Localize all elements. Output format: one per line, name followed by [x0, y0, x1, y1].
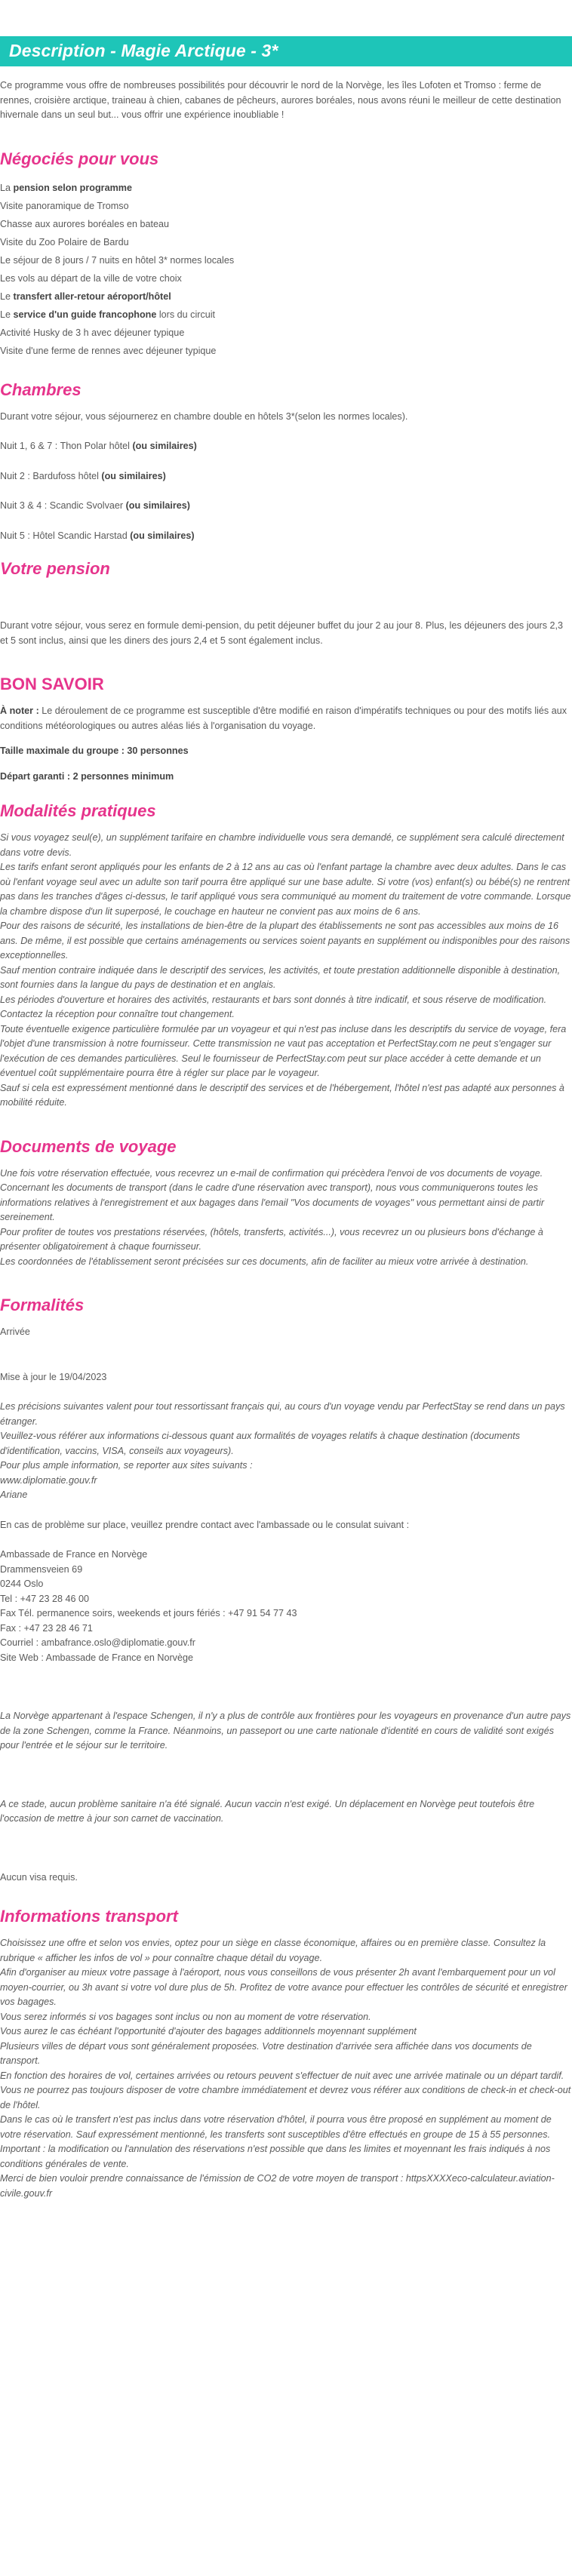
- embassy-line: Tel : +47 23 28 46 00: [0, 1593, 89, 1604]
- spacer: [0, 1665, 572, 1709]
- content: [0, 78, 572, 2201]
- modalites-paragraph: Si vous voyagez seul(e), un supplément tarifaire en chambre individuelle vous sera demandé, ce supplément sera calculé directement dans votre devis.: [0, 832, 564, 858]
- item-text: Chasse aux aurores boréales en bateau: [0, 218, 170, 229]
- negocies-item: [0, 251, 572, 269]
- documents-paragraph: Pour profiter de toutes vos prestations réservées, (hôtels, transferts, activités...), vous recevrez un ou plusieurs bons d'échange à présenter obligatoirement à chaque fournisseur.: [0, 1226, 543, 1252]
- transport-paragraph: En fonction des horaires de vol, certaines arrivées ou retours peuvent s'effectuer de nuit avec une arrivée matinale ou un départ tardif. Vous ne pourrez pas toujours disposer de votre chambre immédiatement et devrez vous référer aux conditions de check-in et check-out de l'hôtel.: [0, 2070, 571, 2110]
- chambres-section: [0, 410, 572, 544]
- night-text: Nuit 1, 6 & 7 : Thon Polar hôtel: [0, 441, 133, 451]
- formalites-line: www.diplomatie.gouv.fr: [0, 1474, 97, 1486]
- modalites-paragraph: Pour des raisons de sécurité, les installations de bien-être de la plupart des établissements ne sont pas accessibles aux moins de 16 ans. De même, il est possible que certains aménagements ou services soient payants en supplément ou indisponibles pour des raisons exceptionnelles.: [0, 921, 570, 961]
- negocies-item: [0, 287, 572, 306]
- section-title-pension: Votre pension: [0, 559, 110, 578]
- night-note: (ou similaires): [130, 530, 195, 541]
- negocies-item: [0, 215, 572, 233]
- formalites-line: Veuillez-vous référer aux informations ci-dessous quant aux formalités de voyages relatifs à chaque destination (documents d'identification, vaccins, VISA, conseils aux voyageurs).: [0, 1431, 521, 1456]
- transport-section: [0, 1936, 572, 2201]
- spacer: [0, 1827, 572, 1871]
- spacer: [0, 1340, 572, 1370]
- item-text: Visite panoramique de Tromso: [0, 200, 129, 211]
- documents-section: [0, 1167, 572, 1270]
- spacer: [0, 1503, 572, 1518]
- formalites-line: Les précisions suivantes valent pour tout ressortissant français qui, au cours d'un voyage vendu par PerfectStay se rend dans un pays étranger.: [0, 1401, 565, 1427]
- documents-paragraph: Concernant les documents de transport (dans le cadre d'une réservation avec transport), nous vous communiquerons toutes les informations relatives à l'enregistrement et aux bagages dans l'email "Vos documents de voyages" vous permettant ainsi de partir sereinement.: [0, 1182, 545, 1222]
- intro-text: Ce programme vous offre de nombreuses possibilités pour découvrir le nord de la Norvège, les îles Lofoten et Tromso : ferme de rennes, croisière arctique, traineau à chien, cabanes de pêcheurs, aurores boréales, nous avons réuni le meilleur de cette destination hivernale dans un seul but... vous offrir une expérience inoubliable !: [0, 80, 561, 120]
- night-note: (ou similaires): [132, 441, 197, 451]
- negocies-item: [0, 342, 572, 360]
- night-text: Nuit 2 : Bardufoss hôtel: [0, 470, 102, 481]
- embassy-line: Ambassade de France en Norvège: [0, 1549, 148, 1560]
- spacer: [0, 1385, 572, 1400]
- embassy-line: Courriel : ambafrance.oslo@diplomatie.gouv.fr: [0, 1637, 195, 1648]
- item-bold: pension selon programme: [13, 182, 132, 193]
- item-text: Le: [0, 290, 14, 302]
- night-item: [0, 469, 572, 484]
- night-text: Nuit 5 : Hôtel Scandic Harstad: [0, 530, 131, 541]
- section-title-formalites: Formalités: [0, 1296, 85, 1314]
- negocies-item: [0, 306, 572, 324]
- visa-text: Aucun visa requis.: [0, 1871, 78, 1883]
- transport-paragraph: Afin d'organiser au mieux votre passage à l'aéroport, nous vous conseillons de vous présenter 2h avant l'embarquement pour un vol moyen-courrier, ou 3h avant si votre vol dure plus de 5h. Profitez de votre avance pour effectuer les contrôles de sécurité et enregistrer vos bagages.: [0, 1967, 567, 2007]
- transport-paragraph: Choisissez une offre et selon vos envies, optez pour un siège en classe économique, affaires ou en première classe. Consultez la rubrique « afficher les infos de vol » pour connaître chaque détail du voyage.: [0, 1938, 546, 1963]
- documents-paragraph: Une fois votre réservation effectuée, vous recevrez un e-mail de confirmation qui précèdera l'envoi de vos documents de voyage.: [0, 1167, 543, 1179]
- negocies-item: [0, 197, 572, 215]
- modalites-section: [0, 831, 572, 1111]
- spacer: [0, 589, 572, 619]
- formalites-section: [0, 1325, 572, 1885]
- note-text: Le déroulement de ce programme est susceptible d'être modifié en raison d'impératifs techniques ou pour des motifs liés aux conditions météorologiques ou autres aléas liés à l'organisation du voyage.: [0, 705, 567, 731]
- modalites-paragraph: Toute éventuelle exigence particulière formulée par un voyageur et qui n'est pas incluse dans les descriptifs du service de voyage, fera l'objet d'une transmission à notre fournisseur. Cette transmission ne vaut pas acceptation et PerfectStay.com ne peut s'engager sur l'exécution de ces demandes particulières. Seul le fournisseur de PerfectStay.com peut sur place accéder à cette demande et un éventuel coût supplémentaire pourra être à régler sur place par le voyageur.: [0, 1023, 567, 1078]
- item-text: lors du circuit: [156, 309, 216, 320]
- nights-list: [0, 439, 572, 543]
- sanitary-text: A ce stade, aucun problème sanitaire n'a été signalé. Aucun vaccin n'est exigé. Un déplacement en Norvège peut toutefois être l'occasion de mettre à jour son carnet de vaccination.: [0, 1798, 535, 1824]
- night-item: [0, 439, 572, 454]
- documents-paragraph: Les coordonnées de l'établissement seront précisées sur ces documents, afin de faciliter au mieux votre arrivée à destination.: [0, 1256, 529, 1267]
- item-text: Visite d'une ferme de rennes avec déjeuner typique: [0, 345, 217, 356]
- item-bold: transfert aller-retour aéroport/hôtel: [13, 290, 171, 302]
- section-title-negocies: Négociés pour vous: [0, 149, 159, 168]
- transport-paragraph: Important : la modification ou l'annulation des réservations n'est possible que dans les limites et moyennant les frais indiqués à nos conditions générales de vente.: [0, 2144, 551, 2169]
- formalites-info: [0, 1400, 572, 1503]
- page-title: Description - Magie Arctique - 3*: [9, 41, 278, 61]
- embassy-line: 0244 Oslo: [0, 1578, 44, 1589]
- item-bold: service d'un guide francophone: [13, 309, 157, 320]
- negocies-item: [0, 179, 572, 197]
- note-paragraph: [0, 704, 572, 733]
- spacer: [0, 1754, 572, 1797]
- item-text: La: [0, 182, 14, 193]
- embassy-line: Drammensveien 69: [0, 1563, 83, 1575]
- modalites-paragraph: Sauf si cela est expressément mentionné dans le descriptif des services et de l'hébergement, l'hôtel n'est pas adapté aux personnes à mobilité réduite.: [0, 1082, 564, 1108]
- chambres-intro: Durant votre séjour, vous séjournerez en chambre double en hôtels 3*(selon les normes locales).: [0, 410, 408, 422]
- formalites-updated: Mise à jour le 19/04/2023: [0, 1371, 107, 1382]
- transport-paragraph: Vous aurez le cas échéant l'opportunité d'ajouter des bagages additionnels moyennant supplément: [0, 2026, 417, 2037]
- transport-paragraph: Plusieurs villes de départ vous sont généralement proposées. Votre destination d'arrivée sera affichée dans vos documents de transport.: [0, 2040, 532, 2066]
- formalites-line: Pour plus ample information, se reporter aux sites suivants :: [0, 1460, 253, 1471]
- modalites-paragraph: Sauf mention contraire indiquée dans le descriptif des services, les activités, et toute prestation additionnelle disponible à destination, sont fournies dans la langue du pays de destination et en anglais.: [0, 964, 561, 990]
- spacer: [0, 1532, 572, 1548]
- schengen-text: La Norvège appartenant à l'espace Schengen, il n'y a plus de contrôle aux frontières pour les voyageurs en provenance d'un autre pays de la zone Schengen, comme la France. Néanmoins, un passeport ou une carte nationale d'identité en cours de validité sont exigés pour l'entrée et le séjour sur le territoire.: [0, 1711, 571, 1751]
- description-banner: [0, 36, 572, 66]
- night-text: Nuit 3 & 4 : Scandic Svolvaer: [0, 500, 126, 511]
- transport-paragraph: Vous serez informés si vos bagages sont inclus ou non au moment de votre réservation.: [0, 2011, 371, 2022]
- section-title-bon-savoir: BON SAVOIR: [0, 675, 104, 693]
- section-title-transport: Informations transport: [0, 1907, 178, 1926]
- night-note: (ou similaires): [125, 500, 190, 511]
- group-size: Taille maximale du groupe : 30 personnes: [0, 745, 189, 756]
- transport-paragraph: Dans le cas où le transfert n'est pas inclus dans votre réservation d'hôtel, il pourra vous être proposé en supplément au moment de votre réservation. Sauf expressément mentionné, les transferts sont susceptibles d'être effectués en groupe de 15 à 55 personnes.: [0, 2114, 552, 2140]
- embassy-line: Fax : +47 23 28 46 71: [0, 1622, 93, 1634]
- pension-text: Durant votre séjour, vous serez en formule demi-pension, du petit déjeuner buffet du jour 2 au jour 8. Plus, les déjeuners des jours 2,3 et 5 sont inclus, ainsi que les diners des jours 2,4 et 5 sont également inclus.: [0, 620, 564, 646]
- bon-savoir-section: [0, 704, 572, 784]
- section-title-documents: Documents de voyage: [0, 1136, 177, 1156]
- night-note: (ou similaires): [101, 470, 166, 481]
- item-text: Le séjour de 8 jours / 7 nuits en hôtel 3* normes locales: [0, 254, 235, 266]
- modalites-paragraph: Les périodes d'ouverture et horaires des activités, restaurants et bars sont donnés à titre indicatif, et sous réserve de modification. Contactez la réception pour connaître tout changement.: [0, 994, 547, 1019]
- embassy-contact: [0, 1548, 572, 1665]
- formalites-problem: En cas de problème sur place, veuillez prendre contact avec l'ambassade ou le consulat suivant :: [0, 1519, 410, 1530]
- formalites-line: Ariane: [0, 1489, 28, 1500]
- section-title-chambres: Chambres: [0, 380, 81, 399]
- item-text: Les vols au départ de la ville de votre choix: [0, 272, 182, 284]
- item-text: Visite du Zoo Polaire de Bardu: [0, 236, 129, 247]
- item-text: Activité Husky de 3 h avec déjeuner typique: [0, 327, 185, 338]
- guaranteed-departure: Départ garanti : 2 personnes minimum: [0, 770, 174, 782]
- embassy-line: Site Web : Ambassade de France en Norvège: [0, 1652, 193, 1663]
- item-text: Le: [0, 309, 14, 320]
- transport-paragraph: Merci de bien vouloir prendre connaissance de l'émission de CO2 de votre moyen de transport : httpsXXXXeco-calculateur.aviation-civile.gouv.fr: [0, 2173, 555, 2199]
- negocies-item: [0, 269, 572, 287]
- modalites-paragraph: Les tarifs enfant seront appliqués pour les enfants de 2 à 12 ans au cas où l'enfant partage la chambre avec deux adultes. Dans le cas où l'enfant voyage seul avec un adulte son tarif pourra être appliqué sur une base adulte. Si votre (vos) enfant(s) ou bébé(s) ne rentrent pas dans les tranches d'âges ci-dessus, le tarif appliqué vous sera communiqué au moment du traitement de votre commande. Lorsque la chambre dispose d'un lit superposé, le couchage en hauteur ne convient pas aux moins de 6 ans.: [0, 862, 571, 917]
- section-title-modalites: Modalités pratiques: [0, 801, 156, 820]
- negocies-list: [0, 179, 572, 360]
- night-item: [0, 529, 572, 544]
- embassy-line: Fax Tél. permanence soirs, weekends et jours fériés : +47 91 54 77 43: [0, 1608, 297, 1618]
- negocies-item: [0, 233, 572, 251]
- formalites-arrivee: Arrivée: [0, 1326, 30, 1337]
- night-item: [0, 499, 572, 514]
- negocies-item: [0, 324, 572, 342]
- note-label: À noter :: [0, 705, 39, 716]
